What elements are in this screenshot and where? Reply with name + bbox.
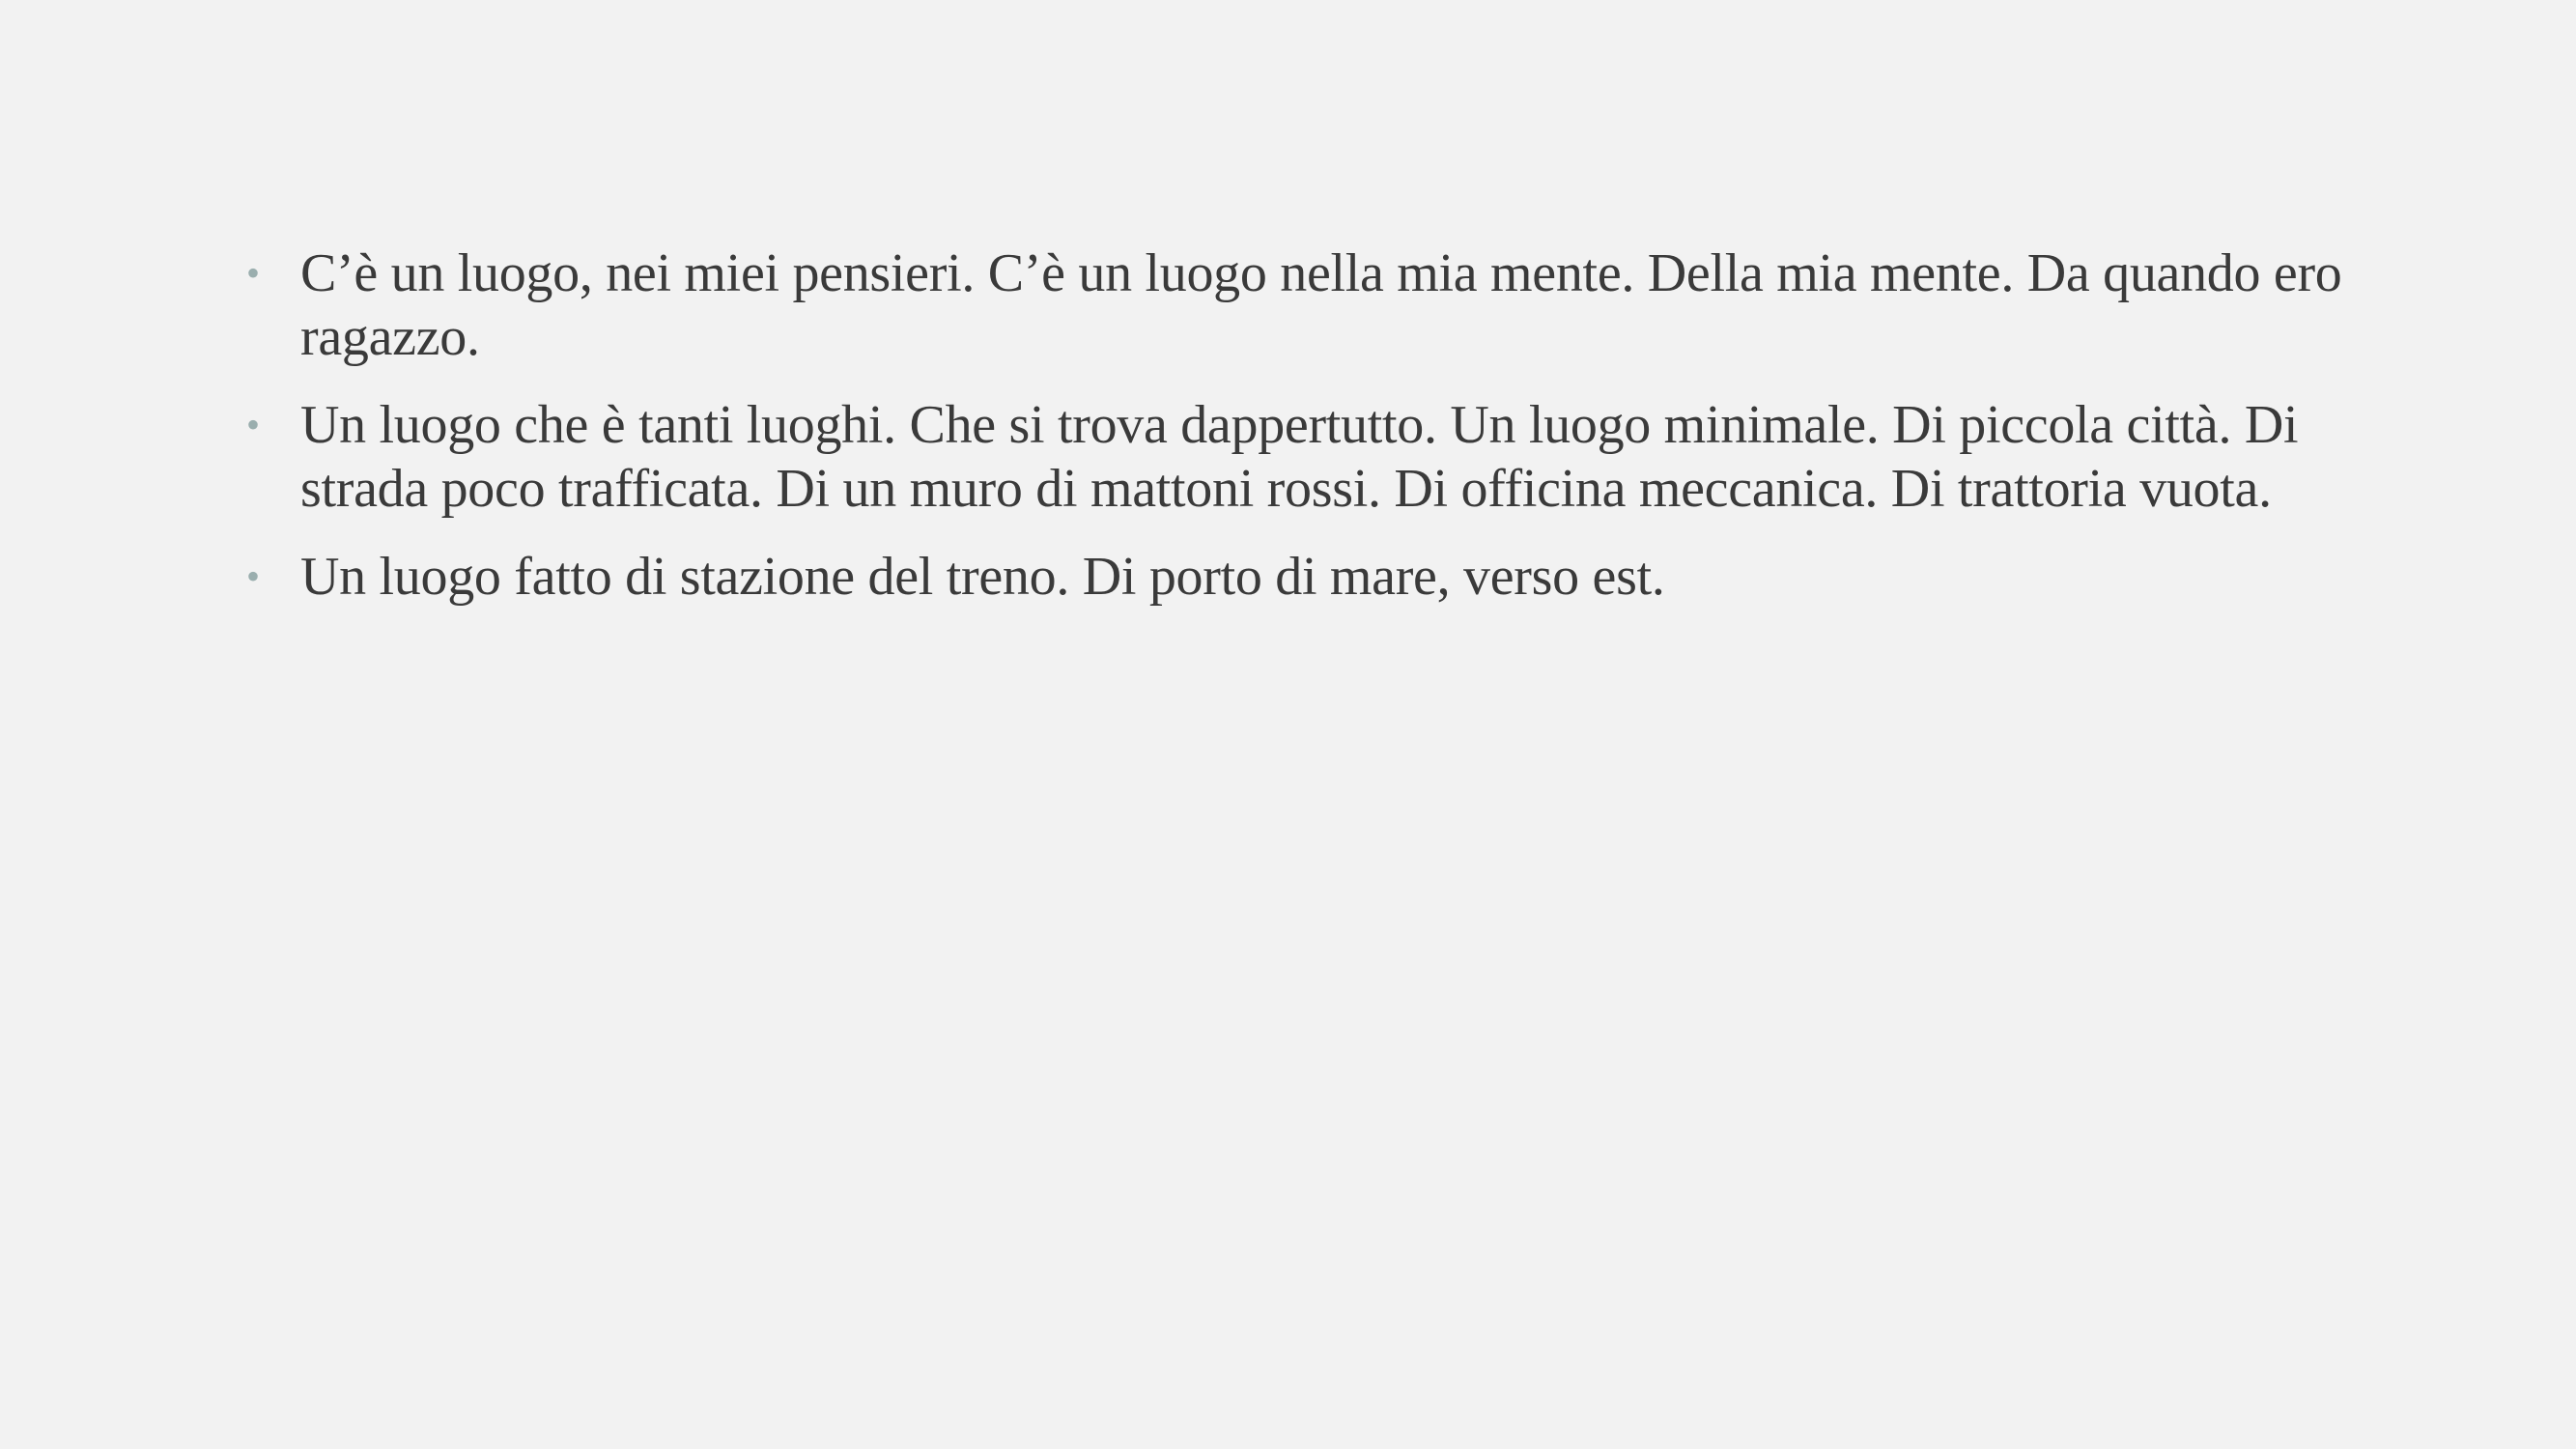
bullet-list xyxy=(246,242,2381,609)
list-item xyxy=(246,393,2381,521)
bullet-text: C’è un luogo, nei miei pensieri. C’è un luogo nella mia mente. Della mia mente. Da quando ero ragazzo. xyxy=(300,243,2342,367)
bullet-text: Un luogo fatto di stazione del treno. Di porto di mare, verso est. xyxy=(300,547,1665,607)
bullet-icon: • xyxy=(246,403,260,446)
bullet-icon: • xyxy=(246,251,260,295)
list-item xyxy=(246,545,2381,609)
bullet-text: Un luogo che è tanti luoghi. Che si trova dappertutto. Un luogo minimale. Di piccola città. Di strada poco trafficata. Di un muro di mattoni rossi. Di officina meccanica. Di trattoria vuota. xyxy=(300,395,2299,519)
bullet-icon: • xyxy=(246,554,260,598)
slide-body xyxy=(246,242,2381,633)
list-item xyxy=(246,242,2381,369)
